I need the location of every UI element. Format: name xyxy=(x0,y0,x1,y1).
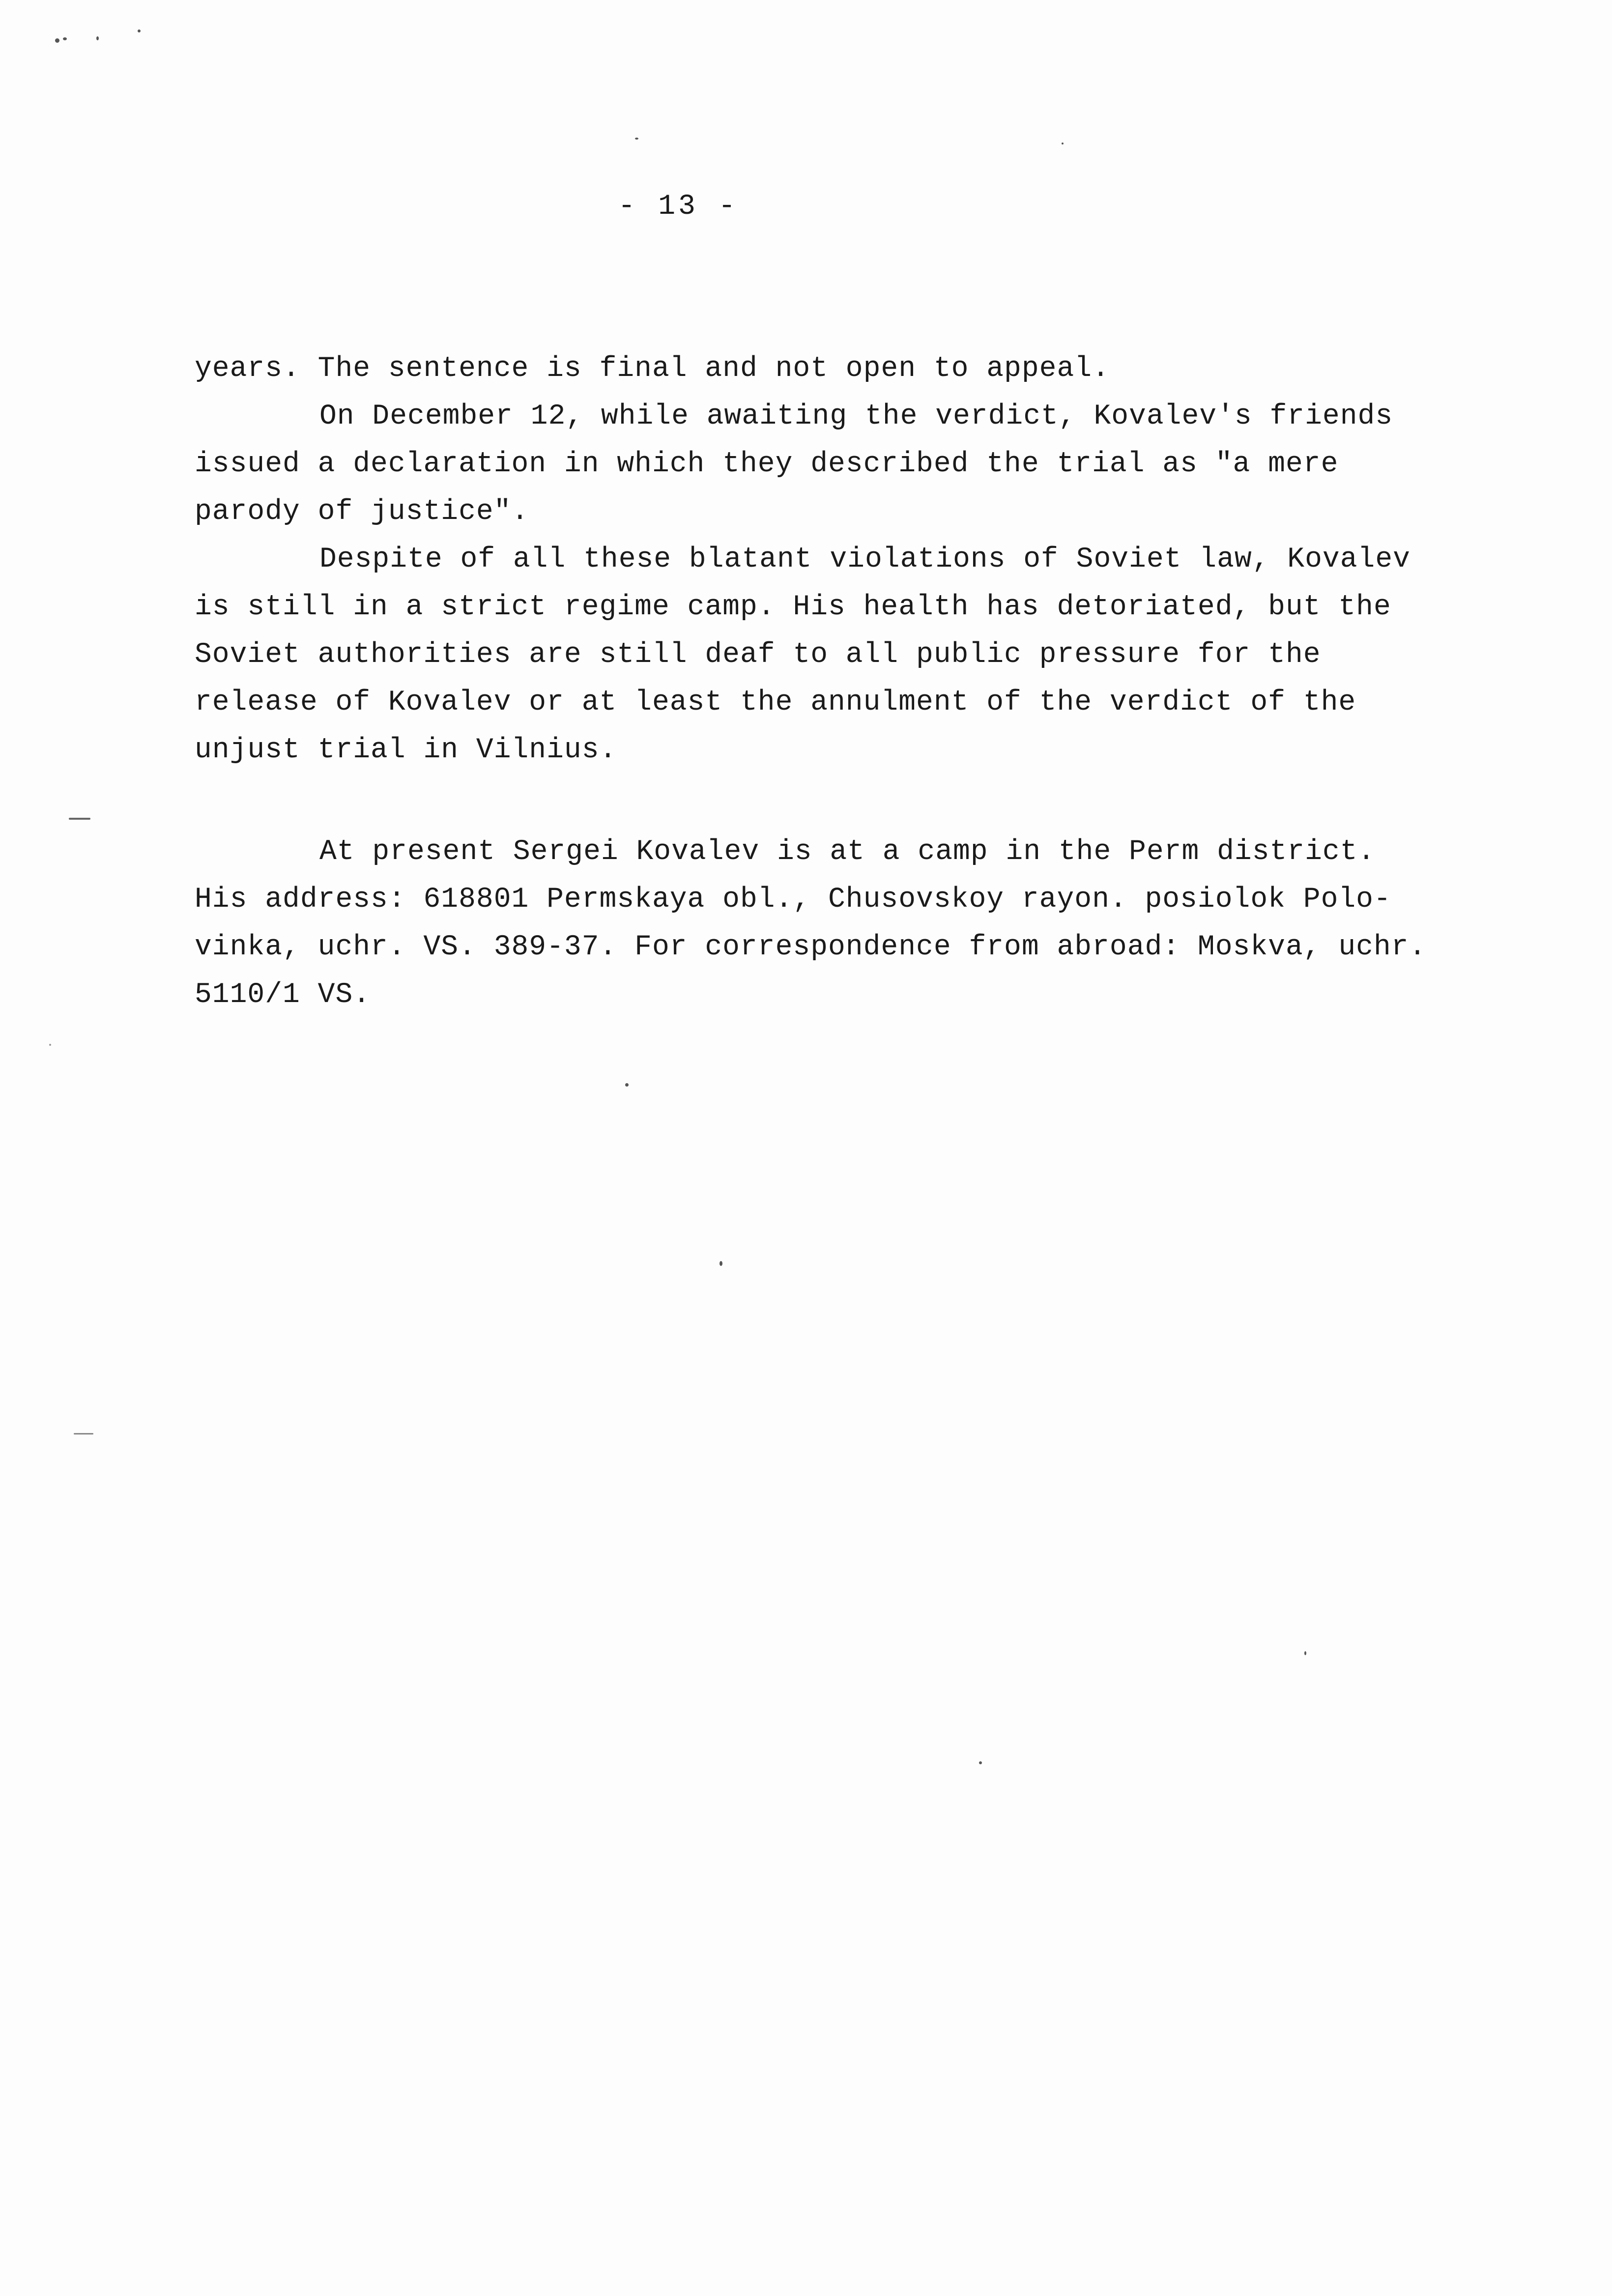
scan-speck xyxy=(49,1044,51,1046)
scan-speck xyxy=(625,1083,629,1087)
paragraph-gap xyxy=(195,774,1472,828)
scan-speck xyxy=(1304,1651,1306,1655)
text-line: unjust trial in Vilnius. xyxy=(195,734,617,766)
text-line: issued a declaration in which they described the trial as "a mere xyxy=(195,448,1339,480)
scan-speck xyxy=(69,818,90,820)
scan-speck xyxy=(74,1433,93,1435)
scan-speck xyxy=(1062,143,1064,144)
text-line: At present Sergei Kovalev is at a camp in the Perm district. xyxy=(319,836,1376,868)
text-line: parody of justice". xyxy=(195,496,529,528)
text-line: His address: 618801 Permskaya obl., Chusovskoy rayon. posiolok Polo- xyxy=(195,884,1391,916)
paragraph-address xyxy=(195,828,1472,1019)
scan-speck xyxy=(720,1261,722,1266)
paragraph-declaration xyxy=(195,393,1472,536)
scan-speck xyxy=(55,38,59,43)
text-line: vinka, uchr. VS. 389-37. For correspondence from abroad: Moskva, uchr. xyxy=(195,931,1427,963)
paragraph-violations xyxy=(195,536,1472,774)
text-line: release of Kovalev or at least the annulment of the verdict of the xyxy=(195,687,1356,718)
text-line: Despite of all these blatant violations of Soviet law, Kovalev xyxy=(319,544,1410,575)
text-line: Soviet authorities are still deaf to all public pressure for the xyxy=(195,639,1321,671)
paragraph-sentence xyxy=(195,345,1472,393)
document-body xyxy=(195,345,1472,1019)
scan-speck xyxy=(63,37,67,40)
text-line: 5110/1 VS. xyxy=(195,979,371,1011)
text-line: years. The sentence is final and not open to appeal. xyxy=(195,353,1110,385)
scan-speck xyxy=(96,36,99,40)
scan-speck xyxy=(979,1761,982,1764)
scan-speck xyxy=(635,138,638,140)
scan-speck xyxy=(138,29,141,32)
text-line: is still in a strict regime camp. His health has detoriated, but the xyxy=(195,591,1391,623)
page-number: - 13 - xyxy=(618,191,739,223)
text-line: On December 12, while awaiting the verdict, Kovalev's friends xyxy=(319,401,1393,432)
